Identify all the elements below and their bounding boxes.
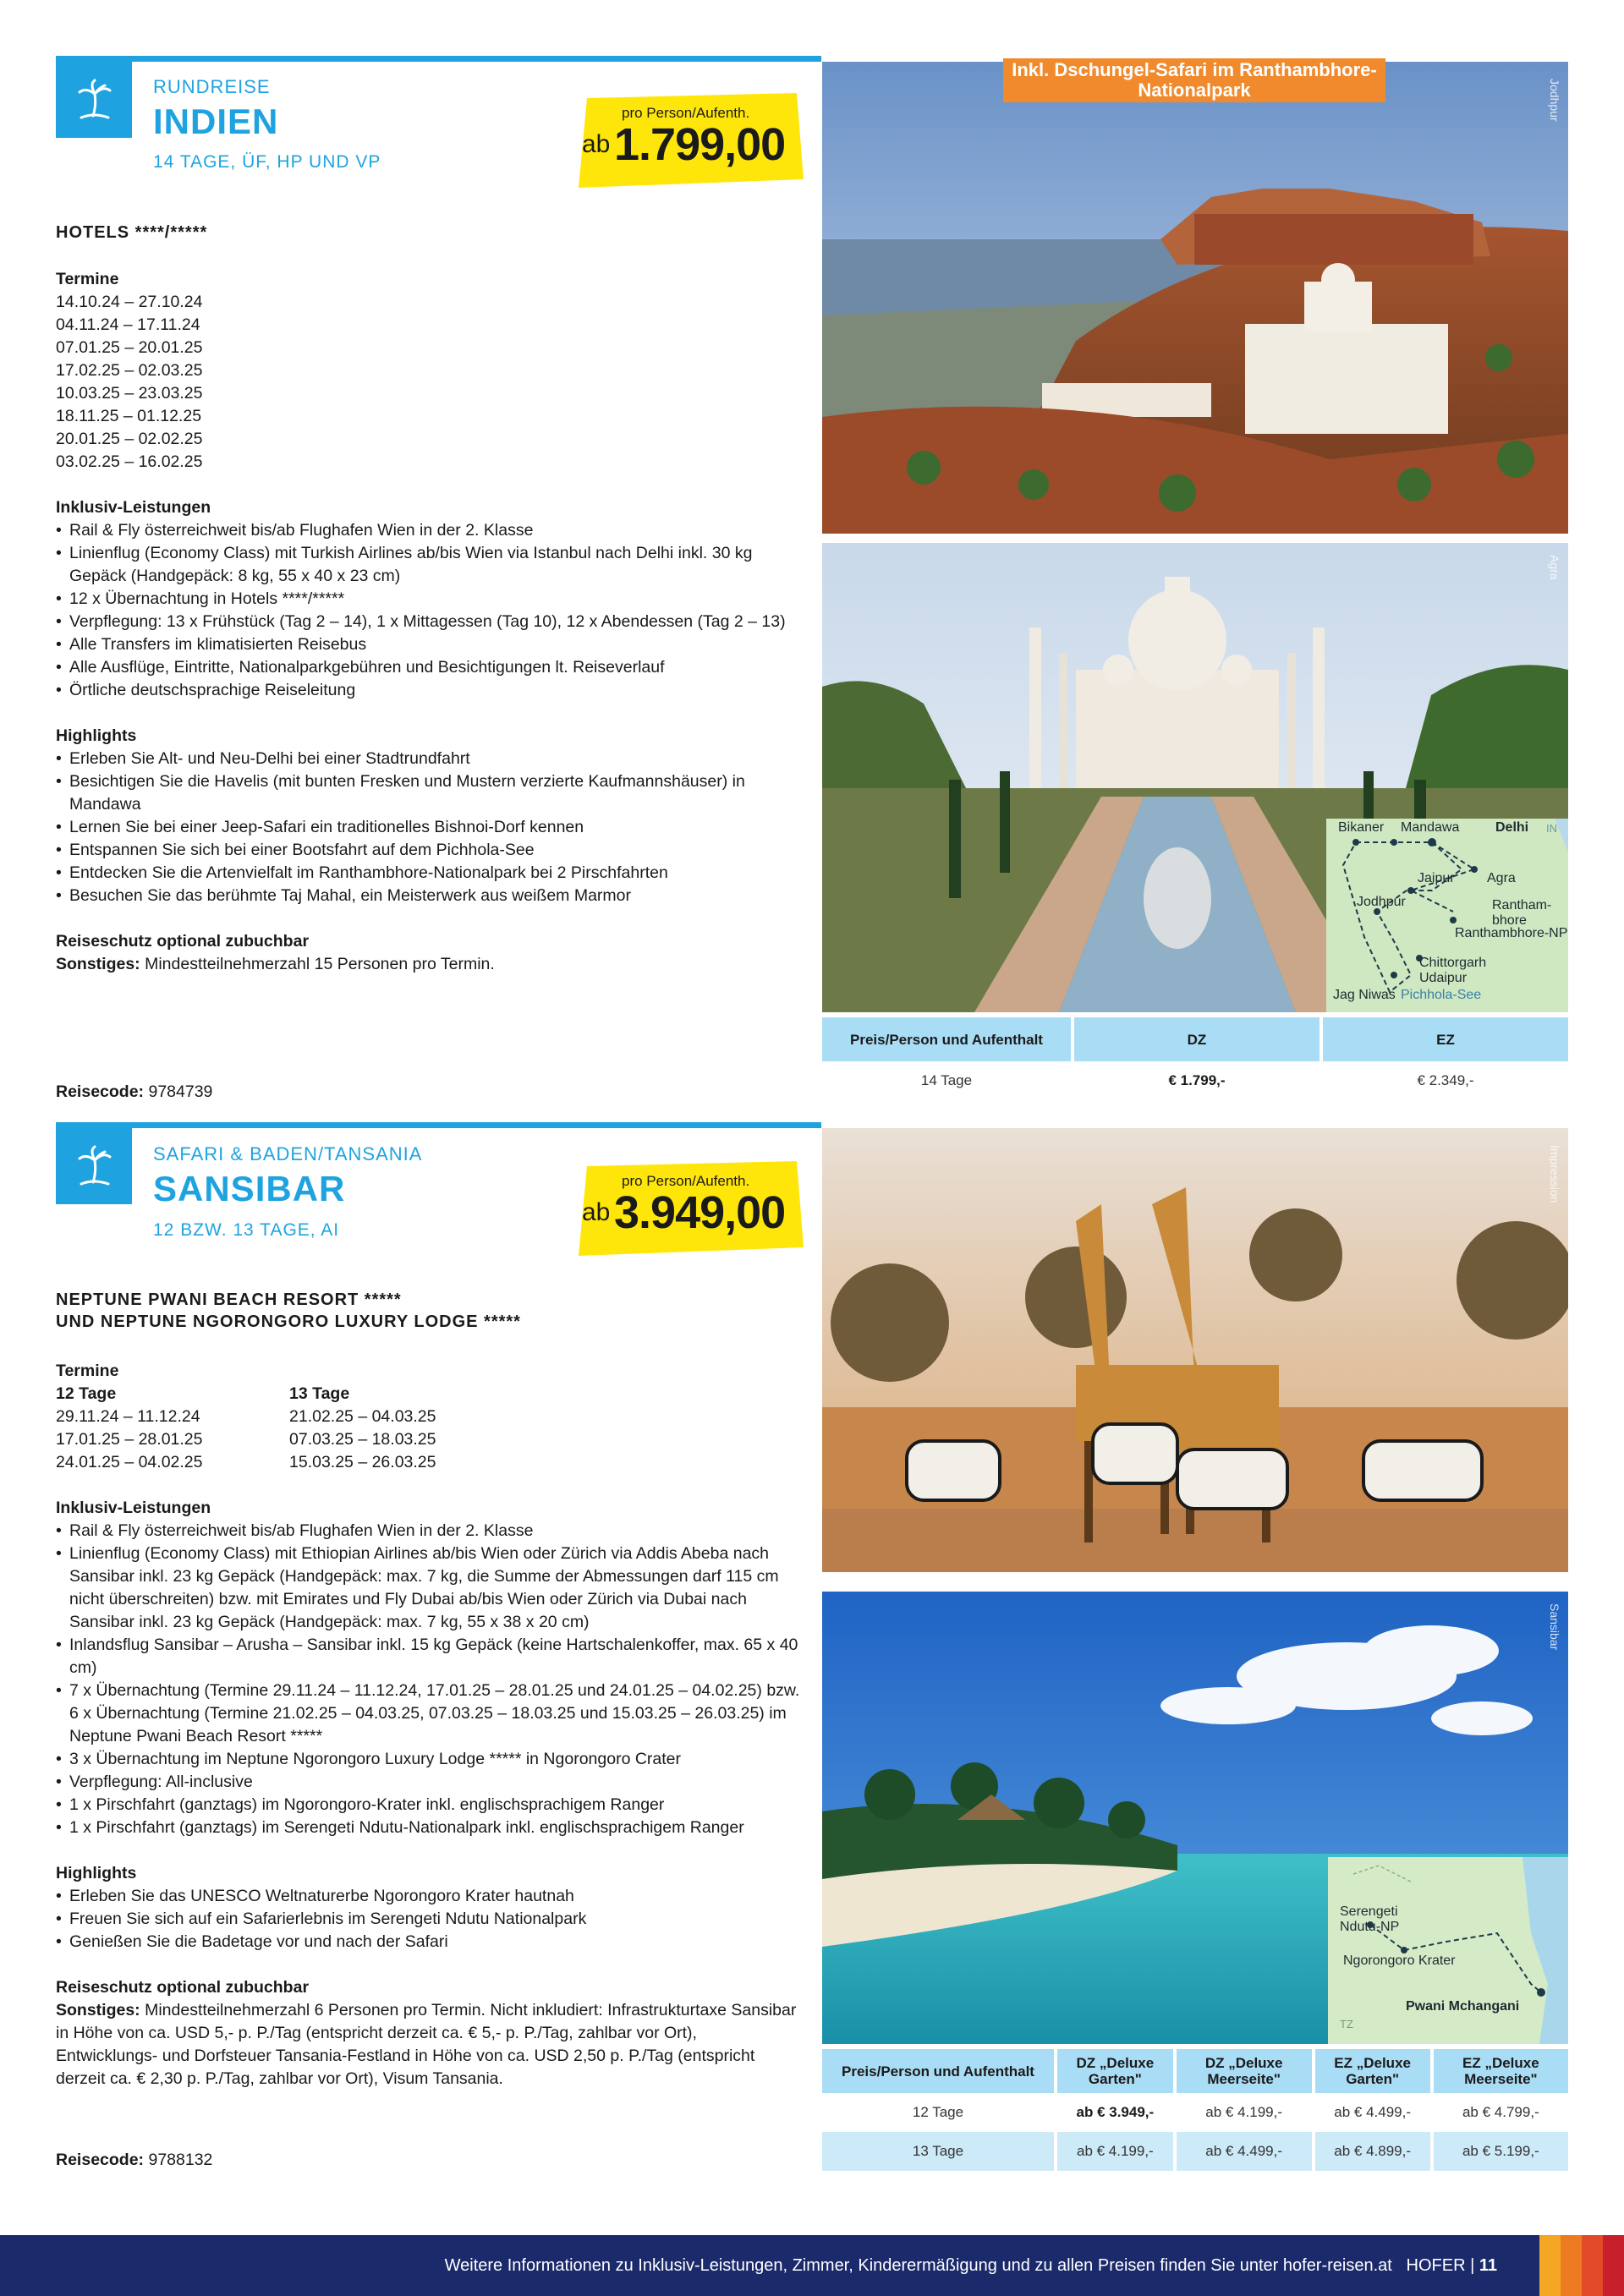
price-prefix: ab [582, 1198, 611, 1226]
map-label: IN [1546, 822, 1557, 835]
inklusiv-item: • Inlandsflug Sansibar – Arusha – Sansibar inkl. 15 kg Gepäck (keine Hartschalenkoffer, max. 65 x 40 cm) [56, 1634, 800, 1680]
termin-date: 04.11.24 – 17.11.24 [56, 315, 200, 334]
table-header: DZ „Deluxe Meerseite" [1177, 2049, 1312, 2093]
highlights-heading: Highlights [56, 726, 137, 745]
price-badge-label: pro Person/Aufenth. [622, 1173, 750, 1189]
table-cell: ab € 4.199,- [1205, 2104, 1283, 2120]
route-map [1326, 819, 1568, 1012]
highlight-item: • Erleben Sie Alt- und Neu-Delhi bei einer Stadtrundfahrt [56, 748, 800, 770]
map-label: Ndutu-NP [1340, 1920, 1400, 1934]
price-badge [575, 93, 805, 188]
footer-info: Weitere Informationen zu Inklusiv-Leistungen, Zimmer, Kinderermäßigung und zu allen Preisen finden Sie unter hofer-reisen.at [444, 2256, 1392, 2275]
page-number: 11 [1479, 2256, 1497, 2275]
table-cell: € 2.349,- [1417, 1072, 1474, 1088]
highlight-item: • Genießen Sie die Badetage vor und nach der Safari [56, 1931, 800, 1954]
indien-details [56, 268, 800, 976]
route-map [1328, 1857, 1568, 2044]
map-label: Jodhpur [1357, 895, 1406, 909]
map-label: Agra [1487, 871, 1516, 885]
highlight-item: • Besuchen Sie das berühmte Taj Mahal, ein Meisterwerk aus weißem Marmor [56, 885, 800, 907]
map-label: Rantham- [1492, 898, 1552, 912]
table-header: Preis/Person und Aufenthalt [822, 1017, 1071, 1061]
hotel-category: HOTELS ****/***** [56, 223, 208, 242]
map-label: Ngorongoro Krater [1343, 1954, 1456, 1968]
inklusiv-item: • Örtliche deutschsprachige Reiseleitung [56, 679, 800, 702]
termin-date: 07.01.25 – 20.01.25 [56, 338, 203, 357]
table-cell: ab € 4.899,- [1315, 2132, 1430, 2171]
termine-heading: Termine [56, 1362, 119, 1380]
termin-date: 17.01.25 – 28.01.25 [56, 1430, 203, 1449]
inklusiv-item: • Verpflegung: 13 x Frühstück (Tag 2 – 14), 1 x Mittagessen (Tag 10), 12 x Abendessen (Tag 2 – 13) [56, 611, 800, 633]
inklusiv-heading: Inklusiv-Leistungen [56, 1499, 211, 1517]
category-label: SAFARI & BADEN/TANSANIA [153, 1143, 423, 1164]
map-label: Jaipur [1418, 871, 1455, 885]
safari-photo [822, 1128, 1568, 1572]
map-label: Jag Niwas [1333, 988, 1396, 1002]
inklusiv-item: • Linienflug (Economy Class) mit Turkish Airlines ab/bis Wien via Istanbul nach Delhi inkl. 30 kg Gepäck (Handgepäck: 8 kg, 55 x 40 x 23 cm) [56, 542, 800, 588]
sonstiges-text: Mindestteilnehmerzahl 15 Personen pro Termin. [145, 955, 495, 973]
termin-date: 03.02.25 – 16.02.25 [56, 452, 203, 471]
hotel-name: UND NEPTUNE NGORONGORO LUXURY LODGE ***** [56, 1312, 521, 1331]
highlight-item: • Entdecken Sie die Artenvielfalt im Ranthambhore-Nationalpark bei 2 Pirschfahrten [56, 862, 800, 885]
price-value: 3.949,00 [614, 1187, 786, 1238]
inklusiv-item: • 12 x Übernachtung in Hotels ****/***** [56, 588, 800, 611]
jodhpur-photo [822, 62, 1568, 534]
highlight-item: • Entspannen Sie sich bei einer Bootsfahrt auf dem Pichhola-See [56, 839, 800, 862]
sonstiges-label: Sonstiges: [56, 2001, 140, 2019]
section-top-bar [56, 56, 821, 62]
price-table [819, 1017, 1572, 1100]
inklusiv-item: • 3 x Übernachtung im Neptune Ngorongoro Luxury Lodge ***** in Ngorongoro Crater [56, 1748, 800, 1771]
termin-date: 18.11.25 – 01.12.25 [56, 407, 202, 425]
section-top-bar [56, 1122, 821, 1128]
map-label: Delhi [1495, 820, 1529, 835]
inklusiv-item: • 1 x Pirschfahrt (ganztags) im Serengeti Ndutu-Nationalpark inkl. englischsprachigem Ranger [56, 1817, 800, 1839]
table-cell: 14 Tage [920, 1072, 973, 1088]
highlight-item: • Freuen Sie sich auf ein Safarierlebnis im Serengeti Ndutu Nationalpark [56, 1908, 800, 1931]
table-cell: ab € 4.199,- [1057, 2132, 1173, 2171]
termin-date: 07.03.25 – 18.03.25 [289, 1430, 436, 1449]
brand-stripes [1539, 2235, 1624, 2296]
table-cell: € 1.799,- [1168, 1072, 1226, 1088]
duration-label: 12 BZW. 13 TAGE, AI [153, 1220, 340, 1240]
inklusiv-item: • Rail & Fly österreichweit bis/ab Flughafen Wien in der 2. Klasse [56, 519, 800, 542]
sonstiges-note [56, 953, 800, 976]
sonstiges-note [56, 1999, 800, 2091]
map-label: TZ [1340, 2018, 1353, 2030]
table-header: Preis/Person und Aufenthalt [822, 2049, 1054, 2093]
reisecode-value: 9784739 [148, 1082, 213, 1101]
termin-date: 14.10.24 – 27.10.24 [56, 293, 203, 311]
termin-date: 10.03.25 – 23.03.25 [56, 384, 203, 403]
reisecode [56, 2149, 800, 2172]
map-label: Pichhola-See [1401, 988, 1482, 1002]
hotel-name: NEPTUNE PWANI BEACH RESORT ***** [56, 1290, 402, 1309]
table-header: EZ „Deluxe Meerseite" [1434, 2049, 1568, 2093]
destination-title: SANSIBAR [153, 1169, 346, 1208]
inklusiv-item: • Alle Ausflüge, Eintritte, Nationalparkgebühren und Besichtigungen lt. Reiseverlauf [56, 656, 800, 679]
photo-credit: Impression [1548, 1145, 1561, 1203]
inklusiv-item: • 7 x Übernachtung (Termine 29.11.24 – 11.12.24, 17.01.25 – 28.01.25 und 24.01.25 – 04.02.25) bzw. 6 x Übernachtung (Termine 21.02.25 – 04.03.25, 07.03.25 – 18.03.25 und 15.03.25 – 26.03.25) im Neptune Pwani Beach Resort ***** [56, 1680, 800, 1748]
table-cell: ab € 4.499,- [1177, 2132, 1312, 2171]
termin-date: 17.02.25 – 02.03.25 [56, 361, 203, 380]
price-badge-label: pro Person/Aufenth. [622, 105, 750, 121]
price-value: 1.799,00 [614, 119, 786, 170]
reisecode-label: Reisecode: [56, 2151, 145, 2169]
table-cell: ab € 5.199,- [1434, 2132, 1568, 2171]
termine-col-heading: 12 Tage [56, 1384, 117, 1403]
table-cell: ab € 4.799,- [1462, 2104, 1539, 2120]
beach-icon [56, 62, 132, 138]
table-cell: ab € 3.949,- [1076, 2104, 1155, 2120]
photo-credit: Jodhpur [1548, 79, 1561, 122]
inklusiv-heading: Inklusiv-Leistungen [56, 498, 211, 517]
table-header: EZ [1323, 1017, 1568, 1061]
termine-heading: Termine [56, 270, 119, 288]
map-label: Bikaner [1338, 820, 1385, 835]
map-label: Mandawa [1401, 820, 1460, 835]
sansibar-details [56, 1360, 800, 2091]
reisecode-label: Reisecode: [56, 1082, 145, 1101]
highlight-item: • Lernen Sie bei einer Jeep-Safari ein traditionelles Bishnoi-Dorf kennen [56, 816, 800, 839]
reisecode-value: 9788132 [148, 2151, 213, 2169]
footer-text [445, 2235, 1497, 2296]
map-label: bhore [1492, 913, 1527, 928]
termin-date: 15.03.25 – 26.03.25 [289, 1453, 436, 1471]
duration-label: 14 TAGE, ÜF, HP UND VP [153, 152, 381, 172]
beach-icon [56, 1128, 132, 1204]
termin-date: 29.11.24 – 11.12.24 [56, 1407, 200, 1426]
highlights-heading: Highlights [56, 1864, 137, 1882]
map-label: Serengeti [1340, 1904, 1398, 1919]
price-badge [575, 1161, 805, 1256]
inklusiv-item: • Linienflug (Economy Class) mit Ethiopian Airlines ab/bis Wien oder Zürich via Addis Abeba nach Sansibar inkl. 23 kg Gepäck (Handgepäck: max. 7 kg, die Summe der Abmessungen darf 115 cm nicht überschreiten) bzw. mit Emirates und Fly Dubai ab/bis Wien oder Zürich via Dubai nach Sansibar inkl. 23 kg Gepäck (Handgepäck: max. 7 kg, 55 x 38 x 20 cm) [56, 1543, 800, 1634]
sonstiges-text: Mindestteilnehmerzahl 6 Personen pro Termin. Nicht inkludiert: Infrastrukturtaxe Sansibar in Höhe von ca. USD 5,- p. P./Tag (entspricht derzeit ca. € 5,- p. P./Tag, zahlbar vor Ort), Entwicklungs- und Dorfsteuer Tansania-Festland in Höhe von ca. USD 2,50 p. P./Tag (entspricht derzeit ca. € 2,30 p. P./Tag, zahlbar vor Ort), Visum Tansania. [56, 2001, 797, 2088]
map-label: Ranthambhore-NP [1455, 926, 1568, 940]
inklusiv-item: • 1 x Pirschfahrt (ganztags) im Ngorongoro-Krater inkl. englischsprachigem Ranger [56, 1794, 800, 1817]
table-header: EZ „Deluxe Garten" [1315, 2049, 1430, 2093]
termin-date: 24.01.25 – 04.02.25 [56, 1453, 203, 1471]
price-prefix: ab [582, 130, 611, 158]
table-header: DZ „Deluxe Garten" [1057, 2049, 1173, 2093]
inklusiv-item: • Alle Transfers im klimatisierten Reisebus [56, 633, 800, 656]
table-cell: 13 Tage [822, 2132, 1054, 2171]
termin-date: 20.01.25 – 02.02.25 [56, 430, 203, 448]
map-label: Chittorgarh [1419, 956, 1487, 970]
highlight-item: • Erleben Sie das UNESCO Weltnaturerbe Ngorongoro Krater hautnah [56, 1885, 800, 1908]
reiseschutz-note: Reiseschutz optional zubuchbar [56, 1978, 310, 1997]
highlight-item: • Besichtigen Sie die Havelis (mit bunten Fresken und Mustern verzierte Kaufmannshäuser) in Mandawa [56, 770, 800, 816]
photo-credit: Agra [1548, 555, 1561, 580]
table-cell: ab € 4.499,- [1334, 2104, 1412, 2120]
map-label: Udaipur [1419, 971, 1468, 985]
category-label: RUNDREISE [153, 76, 271, 97]
destination-title: INDIEN [153, 101, 279, 141]
safari-banner: Inkl. Dschungel-Safari im Ranthambhore-Nationalpark [1003, 58, 1385, 102]
table-header: DZ [1074, 1017, 1320, 1061]
inklusiv-item: • Verpflegung: All-inclusive [56, 1771, 800, 1794]
termin-date: 21.02.25 – 04.03.25 [289, 1407, 436, 1426]
map-label: Pwani Mchangani [1406, 1999, 1520, 2014]
sonstiges-label: Sonstiges: [56, 955, 140, 973]
price-table [819, 2049, 1572, 2171]
footer-divider: | [1470, 2256, 1475, 2275]
termine-col-heading: 13 Tage [289, 1384, 350, 1403]
photo-credit: Sansibar [1548, 1603, 1561, 1651]
inklusiv-item: • Rail & Fly österreichweit bis/ab Flughafen Wien in der 2. Klasse [56, 1520, 800, 1543]
page-footer [0, 2235, 1624, 2296]
table-cell: 12 Tage [912, 2104, 964, 2120]
reisecode [56, 1081, 800, 1104]
reiseschutz-note: Reiseschutz optional zubuchbar [56, 932, 310, 951]
footer-brand: HOFER [1406, 2256, 1466, 2275]
